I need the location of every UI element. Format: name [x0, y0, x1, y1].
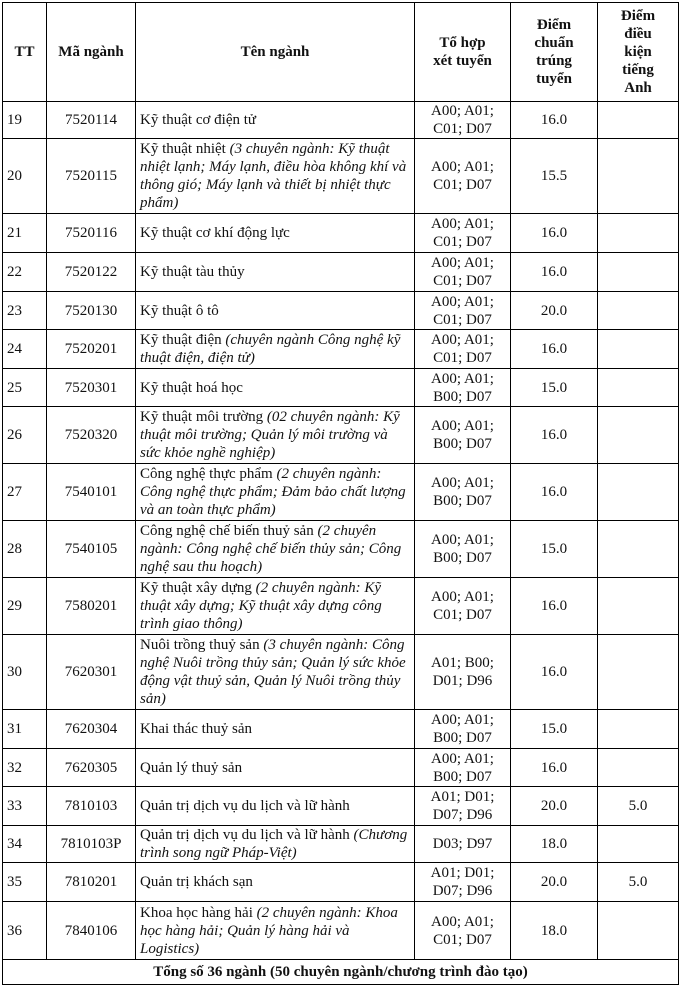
row-english: [598, 369, 679, 407]
row-tt: 22: [3, 253, 47, 292]
combo-line: A00; A01;: [431, 418, 494, 434]
combo-line: A00; A01;: [431, 913, 494, 930]
combo-line: C01; D07: [433, 931, 492, 948]
combo-line: A00; A01;: [431, 712, 494, 728]
row-code: 7810103P: [47, 826, 136, 863]
combo-line: A00; A01;: [431, 589, 494, 605]
row-name: [136, 787, 415, 826]
row-english: [598, 749, 679, 787]
table-row: [3, 407, 679, 464]
row-combo: [415, 464, 511, 521]
row-code: 7520116: [47, 214, 136, 253]
program-name: Quản trị dịch vụ du lịch và lữ hành: [140, 798, 350, 814]
row-english: 5.0: [598, 863, 679, 902]
row-tt: 33: [3, 787, 47, 826]
combo-line: A00; A01;: [431, 332, 494, 348]
combo-line: A00; A01;: [431, 370, 494, 387]
program-name: Kỹ thuật hoá học: [140, 379, 243, 396]
row-combo: [415, 292, 511, 330]
row-tt: 24: [3, 330, 47, 369]
row-name: [136, 253, 415, 292]
row-code: 7520122: [47, 253, 136, 292]
program-note: (chuyên ngành Công nghệ kỹ thuật điện, điện tử): [140, 332, 401, 366]
combo-line: B00; D07: [433, 768, 492, 785]
row-english: [598, 521, 679, 578]
row-tt: 32: [3, 749, 47, 787]
table-row: [3, 578, 679, 635]
row-code: 7520115: [47, 139, 136, 214]
row-tt: 29: [3, 578, 47, 635]
program-name: Khai thác thuỷ sản: [140, 721, 253, 737]
table-row: [3, 863, 679, 902]
program-name: Kỹ thuật xây dựng: [140, 580, 252, 596]
combo-line: A00; A01;: [431, 216, 494, 232]
row-score: 20.0: [511, 787, 598, 826]
row-score: 16.0: [511, 253, 598, 292]
table-row: [3, 635, 679, 710]
row-name: [136, 635, 415, 710]
row-combo: [415, 102, 511, 139]
row-english: [598, 710, 679, 749]
row-score: 15.5: [511, 139, 598, 214]
program-name: Quản trị khách sạn: [140, 874, 253, 890]
row-name: [136, 578, 415, 635]
table-row: [3, 214, 679, 253]
row-combo: [415, 787, 511, 826]
row-score: 16.0: [511, 635, 598, 710]
table-row: [3, 902, 679, 960]
program-name: Kỹ thuật môi trường: [140, 409, 264, 425]
combo-line: C01; D07: [433, 607, 492, 623]
row-code: 7520320: [47, 407, 136, 464]
combo-line: D01; D96: [432, 673, 493, 689]
program-name: Kỹ thuật ô tô: [140, 302, 219, 319]
row-code: 7520114: [47, 102, 136, 139]
combo-line: B00; D07: [433, 730, 492, 746]
header-score: Điểm chuẩn trúng tuyển: [511, 3, 598, 102]
combo-line: A00; A01;: [431, 159, 494, 175]
row-code: 7520301: [47, 369, 136, 407]
program-note: (2 chuyên ngành: Khoa học hàng hải; Quản lý hàng hải và Logistics): [140, 904, 398, 957]
row-code: 7520201: [47, 330, 136, 369]
row-tt: 25: [3, 369, 47, 407]
row-combo: [415, 369, 511, 407]
row-tt: 27: [3, 464, 47, 521]
row-tt: 23: [3, 292, 47, 330]
row-score: 16.0: [511, 749, 598, 787]
row-name: [136, 214, 415, 253]
row-code: 7840106: [47, 902, 136, 960]
program-name: Nuôi trồng thuỷ sản: [140, 637, 260, 653]
row-code: 7540101: [47, 464, 136, 521]
table-row: [3, 710, 679, 749]
combo-line: B00; D07: [433, 550, 492, 566]
table-row: [3, 826, 679, 863]
program-note: (2 chuyên ngành: Kỹ thuật xây dựng; Kỹ thuật xây dựng công trình giao thông): [140, 580, 382, 632]
row-code: 7620305: [47, 749, 136, 787]
row-score: 16.0: [511, 330, 598, 369]
row-combo: [415, 826, 511, 863]
row-combo: [415, 578, 511, 635]
row-code: 7540105: [47, 521, 136, 578]
combo-line: B00; D07: [433, 388, 492, 405]
table-row: [3, 292, 679, 330]
program-name: Kỹ thuật cơ điện tử: [140, 112, 257, 128]
row-score: 16.0: [511, 578, 598, 635]
row-name: [136, 464, 415, 521]
row-score: 16.0: [511, 214, 598, 253]
combo-line: A01; B00;: [431, 655, 494, 671]
row-tt: 20: [3, 139, 47, 214]
row-tt: 28: [3, 521, 47, 578]
program-note: (3 chuyên ngành: Kỹ thuật nhiệt lạnh; Máy lạnh, điều hòa không khí và thông gió; Máy lạnh và thiết bị nhiệt thực phẩm): [140, 141, 407, 211]
combo-line: C01; D07: [433, 177, 492, 193]
combo-line: D07; D96: [432, 807, 493, 823]
row-name: [136, 139, 415, 214]
row-combo: [415, 749, 511, 787]
footer-row: [3, 960, 679, 985]
combo-line: C01; D07: [433, 311, 492, 328]
program-name: Công nghệ thực phẩm: [140, 466, 273, 482]
row-code: 7580201: [47, 578, 136, 635]
table-row: [3, 330, 679, 369]
program-name: Công nghệ chế biến thuỷ sản: [140, 523, 314, 539]
combo-line: C01; D07: [433, 121, 492, 137]
table-row: [3, 253, 679, 292]
row-score: 20.0: [511, 863, 598, 902]
program-name: Kỹ thuật nhiệt: [140, 141, 226, 157]
row-code: 7810103: [47, 787, 136, 826]
row-tt: 30: [3, 635, 47, 710]
row-name: [136, 863, 415, 902]
program-name: Kỹ thuật điện: [140, 332, 222, 348]
combo-line: C01; D07: [433, 350, 492, 366]
row-name: [136, 102, 415, 139]
combo-line: B00; D07: [433, 436, 492, 452]
combo-line: A00; A01;: [431, 532, 494, 548]
row-combo: [415, 902, 511, 960]
admissions-table: [2, 2, 679, 985]
table-row: [3, 749, 679, 787]
combo-line: A00; A01;: [431, 255, 494, 271]
row-name: [136, 369, 415, 407]
row-english: [598, 902, 679, 960]
row-score: 20.0: [511, 292, 598, 330]
row-combo: [415, 330, 511, 369]
row-tt: 26: [3, 407, 47, 464]
row-tt: 36: [3, 902, 47, 960]
row-name: [136, 710, 415, 749]
combo-line: D03; D97: [432, 836, 493, 852]
table-row: [3, 521, 679, 578]
header-row: [3, 3, 679, 102]
row-code: 7620301: [47, 635, 136, 710]
row-combo: [415, 139, 511, 214]
program-note: (02 chuyên ngành: Kỹ thuật môi trường; Quản lý môi trường và sức khỏe nghề nghiệp): [140, 409, 400, 461]
combo-line: C01; D07: [433, 234, 492, 250]
row-name: [136, 330, 415, 369]
row-combo: [415, 521, 511, 578]
program-name: Kỹ thuật cơ khí động lực: [140, 225, 290, 241]
table-row: [3, 369, 679, 407]
row-combo: [415, 863, 511, 902]
row-name: [136, 902, 415, 960]
row-name: [136, 826, 415, 863]
program-note: (Chương trình song ngữ Pháp-Việt): [140, 827, 408, 861]
row-name: [136, 407, 415, 464]
combo-line: A01; D01;: [430, 789, 495, 805]
row-score: 15.0: [511, 710, 598, 749]
row-english: [598, 102, 679, 139]
combo-line: D07; D96: [432, 883, 493, 899]
program-note: (2 chuyên ngành: Công nghệ thực phẩm; Đảm bảo chất lượng và an toàn thực phẩm): [140, 466, 406, 518]
total-summary: Tổng số 36 ngành (50 chuyên ngành/chương trình đào tạo): [3, 960, 679, 985]
row-combo: [415, 253, 511, 292]
program-note: (2 chuyên ngành: Công nghệ chế biến thủy sản; Công nghệ sau thu hoạch): [140, 523, 402, 575]
row-code: 7520130: [47, 292, 136, 330]
combo-line: A00; A01;: [431, 750, 494, 767]
table-row: [3, 102, 679, 139]
table-row: [3, 464, 679, 521]
row-name: [136, 749, 415, 787]
combo-line: C01; D07: [433, 273, 492, 289]
row-english: [598, 635, 679, 710]
table-row: [3, 139, 679, 214]
row-tt: 31: [3, 710, 47, 749]
row-english: [598, 292, 679, 330]
header-code: Mã ngành: [47, 3, 136, 102]
row-combo: [415, 710, 511, 749]
header-tt: TT: [3, 3, 47, 102]
row-combo: [415, 407, 511, 464]
row-english: [598, 826, 679, 863]
program-note: (3 chuyên ngành: Công nghệ Nuôi trồng thủy sản; Quản lý sức khỏe động vật thuỷ sản, Quản lý Nuôi trồng thủy sản): [140, 637, 406, 707]
row-english: [598, 464, 679, 521]
header-combo: Tổ hợp xét tuyển: [415, 3, 511, 102]
row-english: [598, 407, 679, 464]
row-english: [598, 330, 679, 369]
row-score: 15.0: [511, 369, 598, 407]
combo-line: A01; D01;: [430, 865, 495, 881]
row-score: 16.0: [511, 407, 598, 464]
row-code: 7620304: [47, 710, 136, 749]
program-name: Quản lý thuỷ sản: [140, 759, 243, 776]
row-english: [598, 139, 679, 214]
combo-line: A00; A01;: [431, 293, 494, 310]
row-score: 18.0: [511, 826, 598, 863]
combo-line: A00; A01;: [431, 103, 494, 119]
row-tt: 21: [3, 214, 47, 253]
row-english: [598, 578, 679, 635]
combo-line: B00; D07: [433, 493, 492, 509]
row-score: 16.0: [511, 464, 598, 521]
program-name: Khoa học hàng hải: [140, 904, 253, 921]
row-score: 15.0: [511, 521, 598, 578]
row-english: [598, 214, 679, 253]
row-tt: 19: [3, 102, 47, 139]
row-tt: 35: [3, 863, 47, 902]
row-combo: [415, 635, 511, 710]
row-name: [136, 292, 415, 330]
row-tt: 34: [3, 826, 47, 863]
table-row: [3, 787, 679, 826]
row-english: 5.0: [598, 787, 679, 826]
row-english: [598, 253, 679, 292]
row-score: 18.0: [511, 902, 598, 960]
combo-line: A00; A01;: [431, 475, 494, 491]
header-english: Điểm điều kiện tiếng Anh: [598, 3, 679, 102]
row-combo: [415, 214, 511, 253]
row-name: [136, 521, 415, 578]
program-name: Quản trị dịch vụ du lịch và lữ hành: [140, 827, 350, 843]
program-name: Kỹ thuật tàu thủy: [140, 264, 245, 280]
header-name: Tên ngành: [136, 3, 415, 102]
row-score: 16.0: [511, 102, 598, 139]
row-code: 7810201: [47, 863, 136, 902]
